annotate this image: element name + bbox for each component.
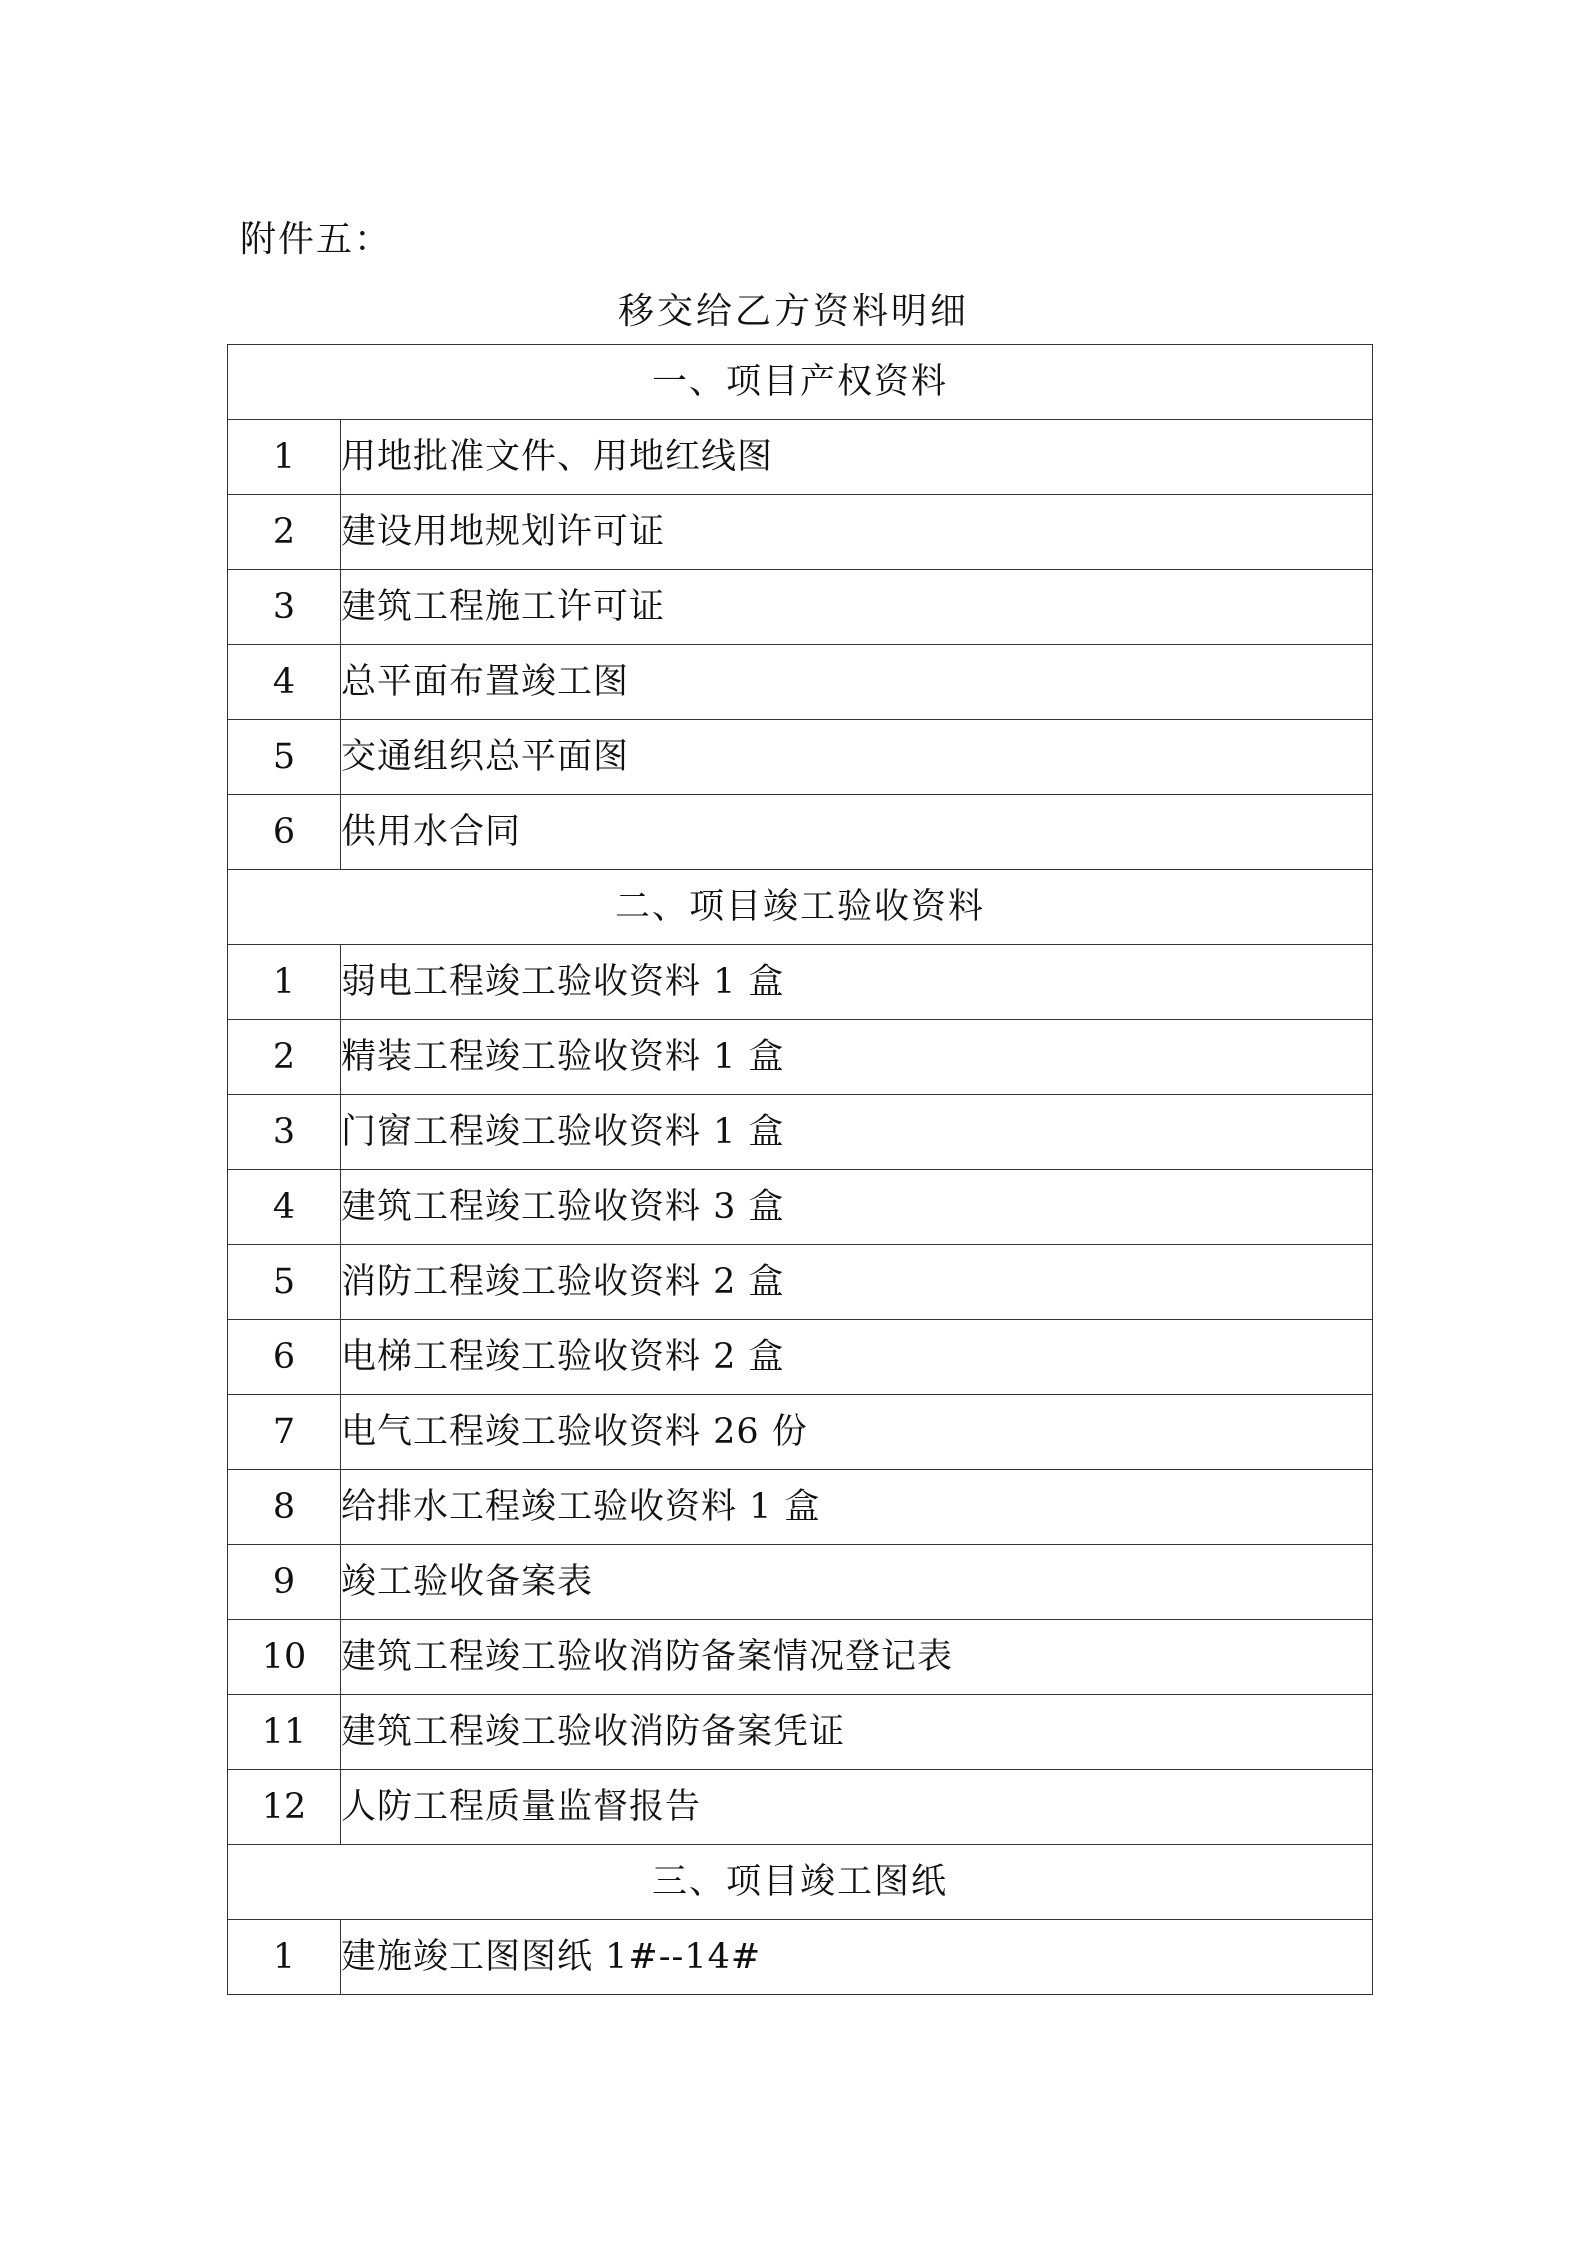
- item-number: 6: [228, 795, 341, 870]
- section-heading-row: [228, 870, 1373, 945]
- table-row: [228, 795, 1373, 870]
- item-number: 4: [228, 645, 341, 720]
- table-row: [228, 720, 1373, 795]
- table-row: [228, 1620, 1373, 1695]
- section-heading: 一、项目产权资料: [228, 345, 1373, 420]
- item-number: 5: [228, 720, 341, 795]
- item-text: 总平面布置竣工图: [341, 645, 1373, 720]
- table-row: [228, 1770, 1373, 1845]
- item-number: 5: [228, 1245, 341, 1320]
- item-text: 竣工验收备案表: [341, 1545, 1373, 1620]
- section-heading: 三、项目竣工图纸: [228, 1845, 1373, 1920]
- table-row: [228, 420, 1373, 495]
- section-heading-row: [228, 1845, 1373, 1920]
- table-row: [228, 945, 1373, 1020]
- table-row: [228, 1695, 1373, 1770]
- table-row: [228, 645, 1373, 720]
- item-number: 1: [228, 1920, 341, 1995]
- item-text: 用地批准文件、用地红线图: [341, 420, 1373, 495]
- table-row: [228, 1920, 1373, 1995]
- item-text: 消防工程竣工验收资料 2 盒: [341, 1245, 1373, 1320]
- item-text: 电梯工程竣工验收资料 2 盒: [341, 1320, 1373, 1395]
- table-row: [228, 1020, 1373, 1095]
- table-row: [228, 1320, 1373, 1395]
- table-row: [228, 1470, 1373, 1545]
- item-number: 9: [228, 1545, 341, 1620]
- table-row: [228, 1545, 1373, 1620]
- item-text: 建筑工程施工许可证: [341, 570, 1373, 645]
- item-number: 2: [228, 1020, 341, 1095]
- item-text: 人防工程质量监督报告: [341, 1770, 1373, 1845]
- item-text: 给排水工程竣工验收资料 1 盒: [341, 1470, 1373, 1545]
- item-text: 供用水合同: [341, 795, 1373, 870]
- item-number: 4: [228, 1170, 341, 1245]
- item-text: 建筑工程竣工验收消防备案情况登记表: [341, 1620, 1373, 1695]
- item-number: 6: [228, 1320, 341, 1395]
- item-number: 1: [228, 420, 341, 495]
- item-text: 建设用地规划许可证: [341, 495, 1373, 570]
- item-number: 3: [228, 570, 341, 645]
- handover-materials-table: [227, 344, 1373, 1995]
- section-heading-row: [228, 345, 1373, 420]
- item-number: 11: [228, 1695, 341, 1770]
- item-text: 电气工程竣工验收资料 26 份: [341, 1395, 1373, 1470]
- table-row: [228, 1170, 1373, 1245]
- table-row: [228, 570, 1373, 645]
- item-number: 3: [228, 1095, 341, 1170]
- item-text: 建筑工程竣工验收资料 3 盒: [341, 1170, 1373, 1245]
- page-title: 移交给乙方资料明细: [617, 291, 969, 332]
- item-number: 7: [228, 1395, 341, 1470]
- item-number: 10: [228, 1620, 341, 1695]
- section-heading: 二、项目竣工验收资料: [228, 870, 1373, 945]
- item-text: 建施竣工图图纸 1#--14#: [341, 1920, 1373, 1995]
- item-number: 1: [228, 945, 341, 1020]
- item-text: 精装工程竣工验收资料 1 盒: [341, 1020, 1373, 1095]
- attachment-label: 附件五：: [240, 219, 393, 260]
- table-row: [228, 1095, 1373, 1170]
- item-text: 门窗工程竣工验收资料 1 盒: [341, 1095, 1373, 1170]
- table-row: [228, 495, 1373, 570]
- item-number: 8: [228, 1470, 341, 1545]
- item-text: 交通组织总平面图: [341, 720, 1373, 795]
- item-number: 12: [228, 1770, 341, 1845]
- item-text: 弱电工程竣工验收资料 1 盒: [341, 945, 1373, 1020]
- item-text: 建筑工程竣工验收消防备案凭证: [341, 1695, 1373, 1770]
- table-row: [228, 1395, 1373, 1470]
- item-number: 2: [228, 495, 341, 570]
- table-row: [228, 1245, 1373, 1320]
